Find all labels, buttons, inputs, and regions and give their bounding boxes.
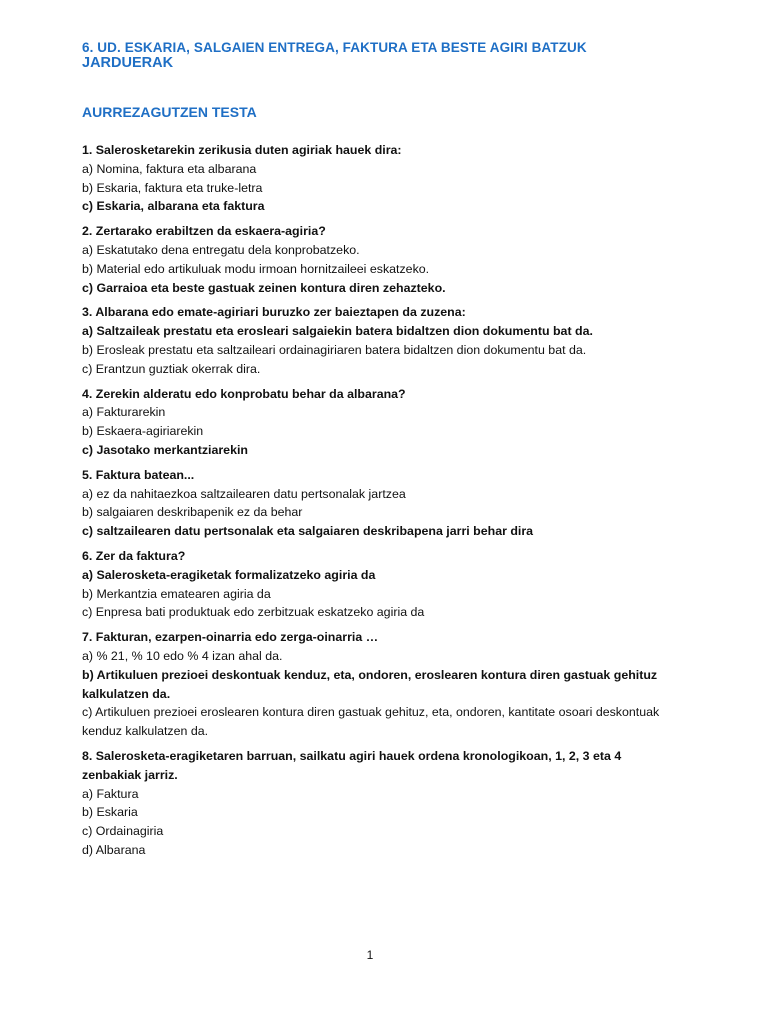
answer-option-correct: c) Eskaria, albarana eta faktura [82, 199, 265, 214]
unit-title: 6. UD. ESKARIA, SALGAIEN ENTREGA, FAKTURA ETA BESTE AGIRI BATZUK [82, 40, 587, 55]
answer-option: b) salgaiaren deskribapenik ez da behar [82, 505, 303, 520]
question-6 [82, 547, 682, 622]
answer-option: a) % 21, % 10 edo % 4 izan ahal da. [82, 648, 283, 663]
answer-option: c) Erantzun guztiak okerrak dira. [82, 361, 261, 376]
question-text: 3. Albarana edo emate-agiriari buruzko zer baieztapen da zuzena: [82, 305, 466, 320]
question-3 [82, 303, 682, 378]
answer-option-correct: c) Jasotako merkantziarekin [82, 442, 248, 457]
answer-option: a) Fakturarekin [82, 405, 166, 420]
answer-option-correct: c) Garraioa eta beste gastuak zeinen kontura diren zehazteko. [82, 280, 446, 295]
question-5 [82, 466, 682, 541]
section-title: AURREZAGUTZEN TESTA [82, 104, 257, 120]
answer-option: c) Ordainagiria [82, 824, 164, 839]
answer-option-correct: a) Saltzaileak prestatu eta erosleari salgaiekin batera bidaltzen dion dokumentu bat da. [82, 324, 593, 339]
answer-option-correct: a) Salerosketa-eragiketak formalizatzeko agiria da [82, 567, 376, 582]
question-text: 2. Zertarako erabiltzen da eskaera-agiria? [82, 224, 326, 239]
answer-option: b) Eskaria, faktura eta truke-letra [82, 180, 263, 195]
answer-option: a) ez da nahitaezkoa saltzailearen datu pertsonalak jartzea [82, 486, 406, 501]
activities-heading: JARDUERAK [82, 55, 174, 71]
answer-option: c) Enpresa bati produktuak edo zerbitzuak eskatzeko agiria da [82, 605, 425, 620]
question-text: 7. Fakturan, ezarpen-oinarria edo zerga-oinarria … [82, 630, 379, 645]
answer-option: b) Erosleak prestatu eta saltzaileari ordainagiriaren batera bidaltzen dion dokumentu bat da. [82, 342, 587, 357]
question-4 [82, 385, 682, 460]
question-text: 1. Salerosketarekin zerikusia duten agiriak hauek dira: [82, 143, 402, 157]
question-text: 4. Zerekin alderatu edo konprobatu behar da albarana? [82, 386, 406, 401]
answer-option: c) Artikuluen prezioei eroslearen kontura diren gastuak gehituz, eta, ondoren, kantitate osoari deskontuak kenduz kalkulatzen da. [82, 705, 660, 739]
question-text: 8. Salerosketa-eragiketaren barruan, sailkatu agiri hauek ordena kronologikoan, 1, 2, 3 eta 4 zenbakiak jarriz. [82, 748, 622, 782]
question-8 [82, 747, 682, 860]
question-text: 6. Zer da faktura? [82, 548, 186, 563]
question-text: 5. Faktura batean... [82, 467, 195, 482]
answer-option: a) Eskatutako dena entregatu dela konprobatzeko. [82, 242, 360, 257]
page-number: 1 [366, 948, 374, 962]
answer-option: b) Eskaria [82, 805, 138, 820]
answer-option: a) Nomina, faktura eta albarana [82, 161, 257, 176]
answer-option-correct: c) saltzailearen datu pertsonalak eta salgaiaren deskribapena jarri behar dira [82, 524, 534, 539]
answer-option: b) Material edo artikuluak modu irmoan hornitzaileei eskatzeko. [82, 261, 430, 276]
question-list [82, 141, 682, 866]
answer-option: b) Merkantzia ematearen agiria da [82, 586, 271, 601]
question-7 [82, 628, 682, 741]
answer-option: b) Eskaera-agiriarekin [82, 424, 204, 439]
answer-option: d) Albarana [82, 842, 146, 857]
question-1 [82, 141, 682, 216]
question-2 [82, 222, 682, 297]
answer-option-correct: b) Artikuluen prezioei deskontuak kenduz, eta, ondoren, eroslearen kontura diren gastuak gehituz kalkulatzen da. [82, 667, 658, 701]
answer-option: a) Faktura [82, 786, 139, 801]
